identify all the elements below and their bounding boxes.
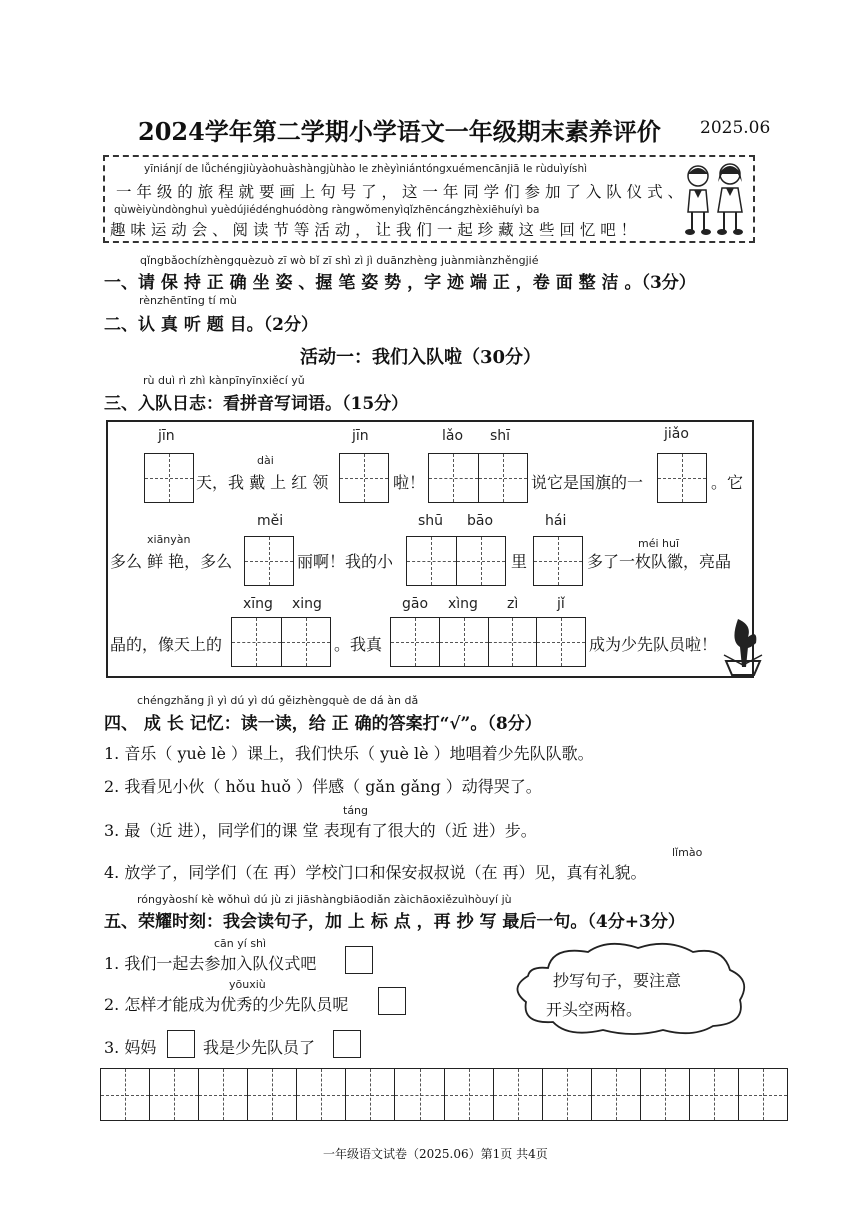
q4-text: 四、 成 长 记忆：读一读，给 正 确的答案打“√”。（8分）: [104, 714, 542, 734]
q3-py-jiao: jiǎo: [664, 426, 689, 442]
q5-item-2: 2. 怎样才能成为优秀的少先队员呢: [104, 995, 349, 1014]
q3-row1-text-4: 。它: [711, 473, 744, 492]
intro-pinyin-1: yīniánjí de lǚchéngjiùyàohuàshàngjùhào le zhèyìniántóngxuémencānjiā le rùduìyíshì: [144, 163, 588, 175]
q3-py-ji: jǐ: [557, 596, 565, 612]
q3-grid-jiao[interactable]: [657, 453, 707, 503]
intro-line-2: 趣 味 运 动 会 、 阅 读 节 等 活 动 ， 让 我 们 一 起 珍 藏 这 些 回 忆 吧 ！: [110, 221, 637, 239]
q4-item-2: 2. 我看见小伙（ hǒu huǒ ）伴感（ gǎn gǎng ）动得哭了。: [104, 777, 542, 796]
q3-py-shu: shū: [418, 513, 444, 529]
q4-pinyin: chéngzhǎng jì yì dú yì dú gěizhèngquè de dá àn dǎ: [137, 694, 419, 707]
q3-row2-text-2: 丽啊！我的小: [297, 552, 394, 571]
copy-writing-grid[interactable]: [100, 1068, 788, 1121]
page-title: 2024学年第二学期小学语文一年级期末素养评价: [138, 117, 661, 146]
q3-py-dai: dài: [257, 454, 274, 467]
q4-item-4: 4. 放学了，同学们（在 再）学校门口和保安叔叔说（在 再）见，真有礼貌。: [104, 863, 647, 882]
q3-grid-hai[interactable]: [533, 536, 583, 586]
q3-grid-shubao[interactable]: [406, 536, 506, 586]
page-footer: 一年级语文试卷（2025.06）第1页 共4页: [323, 1147, 548, 1161]
q3-py-hai: hái: [545, 513, 567, 529]
q3-row3-text-3: 成为少先队员啦！: [589, 635, 718, 654]
q3-py-zi: zì: [507, 596, 519, 612]
q5-item2-pinyin: yōuxiù: [229, 978, 266, 991]
q3-py-xing-3: xìng: [448, 596, 478, 612]
intro-pinyin-2: qùwèiyùndònghuì yuèdújiédénghuódòng ràngwǒmenyìqǐzhēncángzhèxiēhuíyì ba: [114, 204, 540, 216]
q4-py-limao: lǐmào: [672, 846, 703, 859]
q2-pinyin: rènzhēntīng tí mù: [139, 294, 237, 307]
q3-py-xing-2: xing: [292, 596, 322, 612]
q3-py-jin-2: jīn: [352, 428, 369, 444]
q3-row1-text-1: 天，我 戴 上 红 领: [196, 473, 329, 492]
q5-item-1: 1. 我们一起去参加入队仪式吧: [104, 954, 317, 973]
q4-item-3: 3. 最（近 进），同学们的课 堂 表现有了很大的（近 进）步。: [104, 821, 537, 840]
q3-row2-text-1: 多么 鲜 艳，多么: [110, 552, 233, 571]
q3-py-shi: shī: [490, 428, 511, 444]
q3-grid-jin-1[interactable]: [144, 453, 194, 503]
q3-row2-text-4: 多了一枚队徽，亮晶: [587, 552, 732, 571]
q5-text: 五、荣耀时刻：我会读句子，加 上 标 点 ，再 抄 写 最后一句。（4分+3分）: [104, 912, 685, 932]
q3-grid-laoshi[interactable]: [428, 453, 528, 503]
q4-py-tang: táng: [343, 804, 369, 817]
q5-punct-box-4[interactable]: [333, 1030, 361, 1058]
q3-row1-text-3: 说它是国旗的一: [531, 473, 644, 492]
q3-py-bao: bāo: [467, 513, 494, 529]
q3-py-lao: lǎo: [442, 428, 464, 444]
q3-py-gao: gāo: [402, 596, 429, 612]
q5-pinyin: róngyàoshí kè wǒhuì dú jù zi jiāshàngbiāodiǎn zàichāoxiězuìhòuyí jù: [137, 893, 512, 906]
q3-grid-jin-2[interactable]: [339, 453, 389, 503]
q3-grid-mei[interactable]: [244, 536, 294, 586]
q3-py-meihui: méi huī: [638, 537, 680, 550]
q5-punct-box-3[interactable]: [167, 1030, 195, 1058]
q3-row1-text-2: 啦！: [393, 473, 426, 492]
exam-date: 2025.06: [700, 118, 771, 138]
q2-text: 二、认 真 听 题 目。（2分）: [104, 315, 319, 335]
q3-text: 三、入队日志：看拼音写词语。（15分）: [104, 394, 409, 414]
q3-py-jin-1: jīn: [158, 428, 175, 444]
q3-grid-gaoxingziji[interactable]: [390, 617, 586, 667]
q3-py-mei: měi: [257, 513, 284, 529]
q5-item-3: 3. 妈妈: [104, 1038, 157, 1057]
intro-line-1: 一 年 级 的 旅 程 就 要 画 上 句 号 了 ， 这 一 年 同 学 们 参 加 了 入 队 仪 式 、: [116, 183, 684, 201]
q5-item-3-rest: 我是少先队员了: [203, 1038, 316, 1057]
q3-row2-text-3: 里: [511, 552, 528, 571]
activity1-title: 活动一：我们入队啦（30分）: [300, 347, 542, 368]
torch-badge-icon: [718, 615, 768, 685]
q3-row3-text-1: 晶的，像天上的: [110, 635, 223, 654]
q1-pinyin: qǐngbǎochízhèngquèzuò zī wò bǐ zī shì zì jì duānzhèng juànmiànzhěngjié: [140, 254, 539, 267]
q5-punct-box-1[interactable]: [345, 946, 373, 974]
q1-text: 一、请 保 持 正 确 坐 姿 、握 笔 姿 势 ，字 迹 端 正 ，卷 面 整 洁 。（3分）: [104, 273, 696, 293]
hint-cloud-line-2: 开头空两格。: [546, 1000, 643, 1019]
q5-item1-pinyin: cān yí shì: [214, 937, 267, 950]
q3-py-xing-1: xīng: [243, 596, 273, 612]
q4-item-1: 1. 音乐（ yuè lè ）课上，我们快乐（ yuè lè ）地唱着少先队队歌。: [104, 744, 594, 763]
q3-row3-text-2: 。我真: [334, 635, 383, 654]
pioneer-children-illustration: [680, 160, 750, 240]
q3-pinyin: rù duì rì zhì kànpīnyīnxiěcí yǔ: [143, 374, 305, 387]
q3-py-xianyan: xiānyàn: [147, 533, 191, 546]
hint-cloud-line-1: 抄写句子，要注意: [553, 971, 682, 990]
q5-punct-box-2[interactable]: [378, 987, 406, 1015]
q3-grid-xingxing[interactable]: [231, 617, 331, 667]
